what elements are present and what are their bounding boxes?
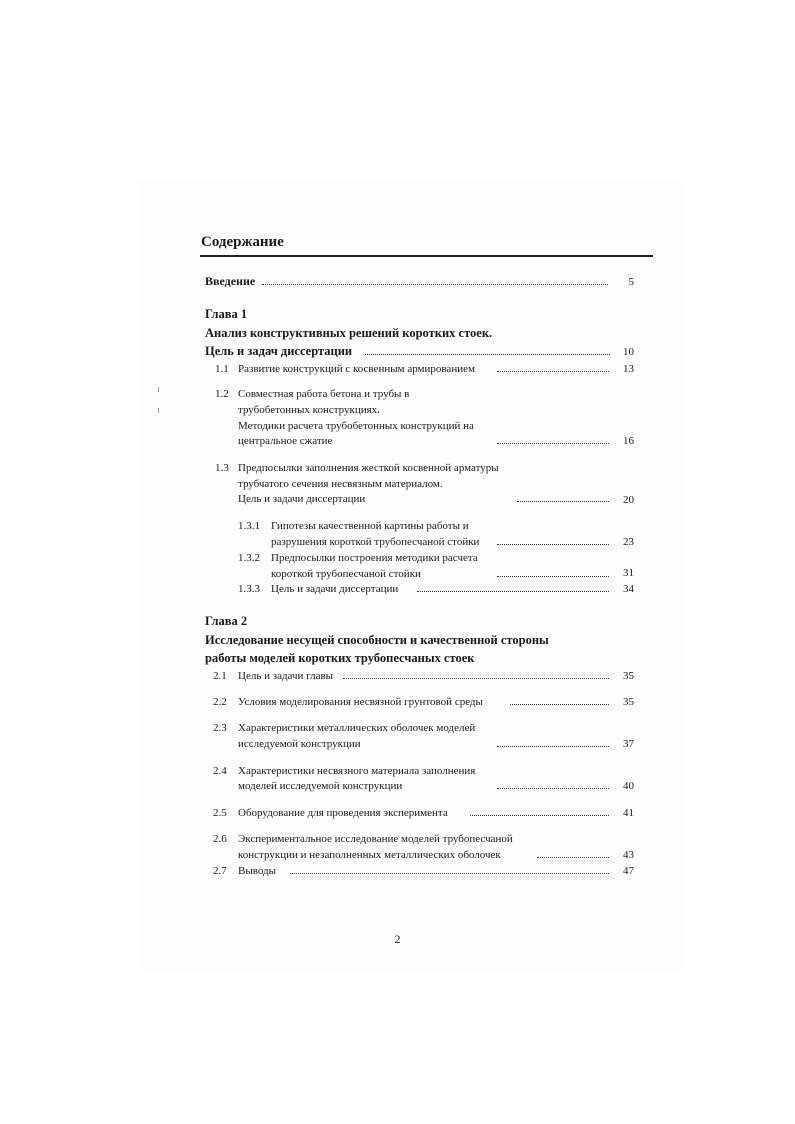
leader-dots [517,498,609,502]
chapter2-heading: Глава 2 [205,614,248,628]
leader-dots [290,870,609,874]
section-title[interactable]: Развитие конструкций с косвенным армированием [238,363,475,375]
section-page: 35 [623,696,634,708]
scan-speck [158,387,159,392]
section-number: 2.7 [213,865,227,877]
section-number: 1.3.3 [238,583,260,595]
section-title[interactable]: Цель и задачи диссертации [238,493,366,505]
section-number: 1.3 [215,462,229,474]
leader-dots [497,541,609,545]
leader-dots [417,588,609,592]
intro-label[interactable]: Введение [205,274,256,288]
section-title[interactable]: Цель и задачи диссертации [271,583,399,595]
section-title[interactable]: конструкции и незаполненных металлических оболочек [238,849,501,861]
section-page: 23 [623,536,634,548]
leader-dots [497,743,609,747]
section-title[interactable]: Условия моделирования несвязной грунтовой среды [238,696,483,708]
page-number: 2 [394,932,401,946]
section-title[interactable]: Методики расчета трубобетонных конструкций на [238,420,474,432]
section-number: 2.4 [213,765,227,777]
section-page: 47 [623,865,634,877]
section-title[interactable]: Совместная работа бетона и трубы в [238,388,410,400]
section-title[interactable]: Цель и задачи главы [238,670,334,682]
section-number: 1.1 [215,363,229,375]
section-title[interactable]: Гипотезы качественной картины работы и [271,520,469,532]
section-page: 31 [623,567,634,579]
section-number: 2.2 [213,696,227,708]
leader-dots [497,785,609,789]
chapter1-page: 10 [623,346,634,358]
chapter1-title-line1[interactable]: Анализ конструктивных решений коротких стоек. [205,326,493,340]
section-title[interactable]: Характеристики несвязного материала заполнения [238,765,476,777]
leader-dots [262,281,608,285]
chapter1-title-line2[interactable]: Цель и задач диссертации [205,344,353,358]
leader-dots [497,573,609,577]
section-title[interactable]: короткой трубопесчаной стойки [271,568,421,580]
section-number: 2.3 [213,722,227,734]
section-title[interactable]: трубобетонных конструкциях. [238,404,380,416]
scan-speck [158,408,159,413]
leader-dots [510,701,609,705]
section-title[interactable]: Выводы [238,865,277,877]
section-page: 20 [623,494,634,506]
section-page: 16 [623,435,634,447]
section-page: 35 [623,670,634,682]
section-number: 2.6 [213,833,227,845]
leader-dots [343,675,609,679]
section-title[interactable]: трубчатого сечения несвязным материалом. [238,478,443,490]
section-number: 1.3.1 [238,520,260,532]
section-page: 40 [623,780,634,792]
section-title[interactable]: Предпосылки построения методики расчета [271,552,478,564]
leader-dots [365,351,610,355]
intro-page: 5 [628,276,634,288]
title-rule [200,255,653,257]
chapter2-title-line2[interactable]: работы моделей коротких трубопесчаных стоек [205,651,475,665]
section-title[interactable]: разрушения короткой трубопесчаной стойки [271,536,480,548]
section-number: 1.2 [215,388,229,400]
section-title[interactable]: моделей исследуемой конструкции [238,780,403,792]
leader-dots [470,812,609,816]
chapter1-heading: Глава 1 [205,307,248,321]
section-title[interactable]: Предпосылки заполнения жесткой косвенной арматуры [238,462,499,474]
leader-dots [497,368,609,372]
leader-dots [497,440,609,444]
section-title[interactable]: Оборудование для проведения эксперимента [238,807,448,819]
section-number: 2.5 [213,807,227,819]
section-title[interactable]: Характеристики металлических оболочек моделей [238,722,476,734]
section-title[interactable]: исследуемой конструкции [238,738,361,750]
page-title: Содержание [201,234,284,250]
chapter2-title-line1[interactable]: Исследование несущей способности и качественной стороны [205,633,549,647]
section-page: 34 [623,583,634,595]
section-title[interactable]: центральное сжатие [238,435,333,447]
section-number: 2.1 [213,670,227,682]
section-title[interactable]: Экспериментальное исследование моделей трубопесчаной [238,833,513,845]
section-number: 1.3.2 [238,552,260,564]
section-page: 41 [623,807,634,819]
section-page: 43 [623,849,634,861]
section-page: 37 [623,738,634,750]
section-page: 13 [623,363,634,375]
leader-dots [537,854,609,858]
